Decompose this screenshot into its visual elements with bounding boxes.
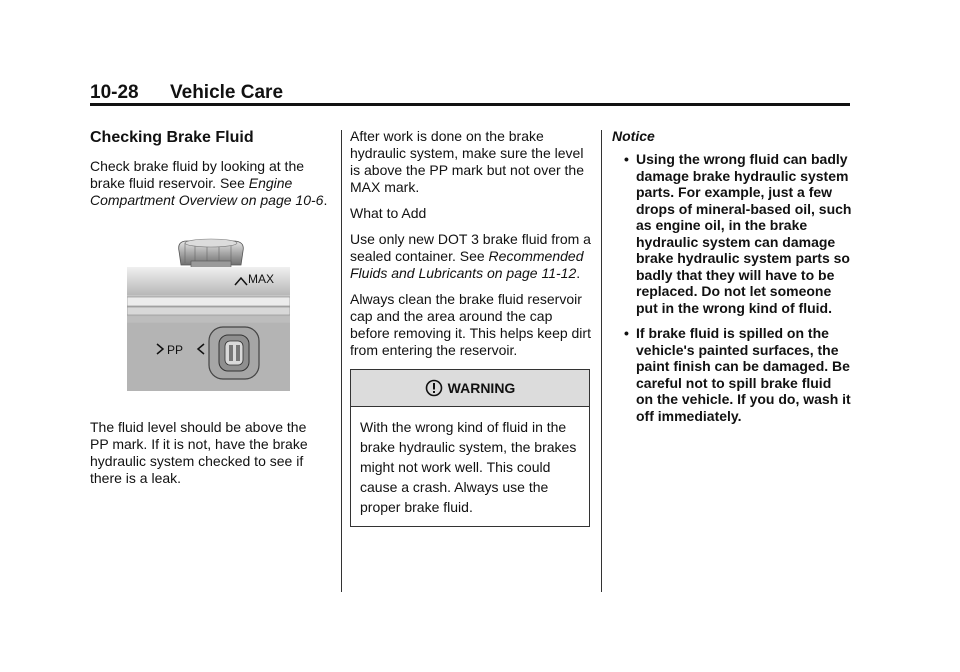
level-paragraph: The fluid level should be above the PP mark. If it is not, have the brake hydraulic system checked to see if there is a leak.	[90, 419, 308, 486]
recommended-fluids-link[interactable]: Recommended Fluids and Lubricants on page 11-12	[350, 248, 584, 281]
intro-paragraph	[90, 158, 328, 209]
engine-compartment-link[interactable]: Engine Compartment Overview on page 10-6	[90, 175, 324, 208]
brake-reservoir-illustration	[127, 235, 290, 391]
notice-bullet-text: If brake fluid is spilled on the vehicle's painted surfaces, the paint finish can be damaged. Be careful not to spill brake fluid on the vehicle. If you do, wash it off immediately.	[636, 325, 851, 424]
column-2	[350, 128, 592, 527]
intro-text: Check brake fluid by looking at the brake fluid reservoir. See	[90, 158, 305, 191]
notice-bullet-list	[612, 151, 852, 424]
notice-bullet-text: Using the wrong fluid can badly damage brake hydraulic system parts. For example, just a few drops of mineral-based oil, such as engine oil, in the brake hydraulic system can damage brake hydraulic system parts so badly that they will have to be replaced. Do not let someone put in the wrong kind of fluid.	[636, 151, 852, 316]
bullet-marker: •	[624, 325, 629, 341]
after-work-paragraph: After work is done on the brake hydraulic system, make sure the level is above the PP mark but not over the MAX mark.	[350, 128, 584, 195]
column-divider-1	[341, 130, 342, 592]
intro-end: .	[323, 192, 328, 208]
column-1	[90, 128, 328, 496]
dot3-paragraph	[350, 231, 592, 282]
warning-header	[351, 370, 589, 407]
what-to-add-heading: What to Add	[350, 205, 427, 221]
warning-body: With the wrong kind of fluid in the brake hydraulic system, the brakes might not work well. This could cause a crash. Always use the proper brake fluid.	[360, 419, 577, 515]
brake-reservoir-figure	[127, 235, 290, 391]
max-mark-label: MAX	[248, 272, 275, 286]
dot3-text: Use only new DOT 3 brake fluid from a sealed container. See	[350, 231, 591, 264]
chapter-title: Vehicle Care	[170, 82, 284, 103]
header-rule	[90, 103, 850, 106]
pp-mark-label: PP	[167, 343, 184, 357]
notice-bullet-1	[612, 151, 852, 316]
bullet-marker: •	[624, 151, 629, 167]
warning-box	[350, 369, 590, 527]
column-divider-2	[601, 130, 602, 592]
clean-cap-paragraph: Always clean the brake fluid reservoir cap and the area around the cap before removing it. This helps keep dirt from entering the reservoir.	[350, 291, 591, 358]
column-3	[612, 128, 852, 433]
warning-icon	[425, 379, 443, 397]
notice-title: Notice	[612, 128, 655, 144]
section-title: Checking Brake Fluid	[90, 129, 254, 146]
notice-bullet-2	[612, 325, 852, 424]
page-number: 10-28	[90, 82, 139, 103]
dot3-end: .	[576, 265, 581, 281]
warning-title: WARNING	[447, 379, 516, 396]
